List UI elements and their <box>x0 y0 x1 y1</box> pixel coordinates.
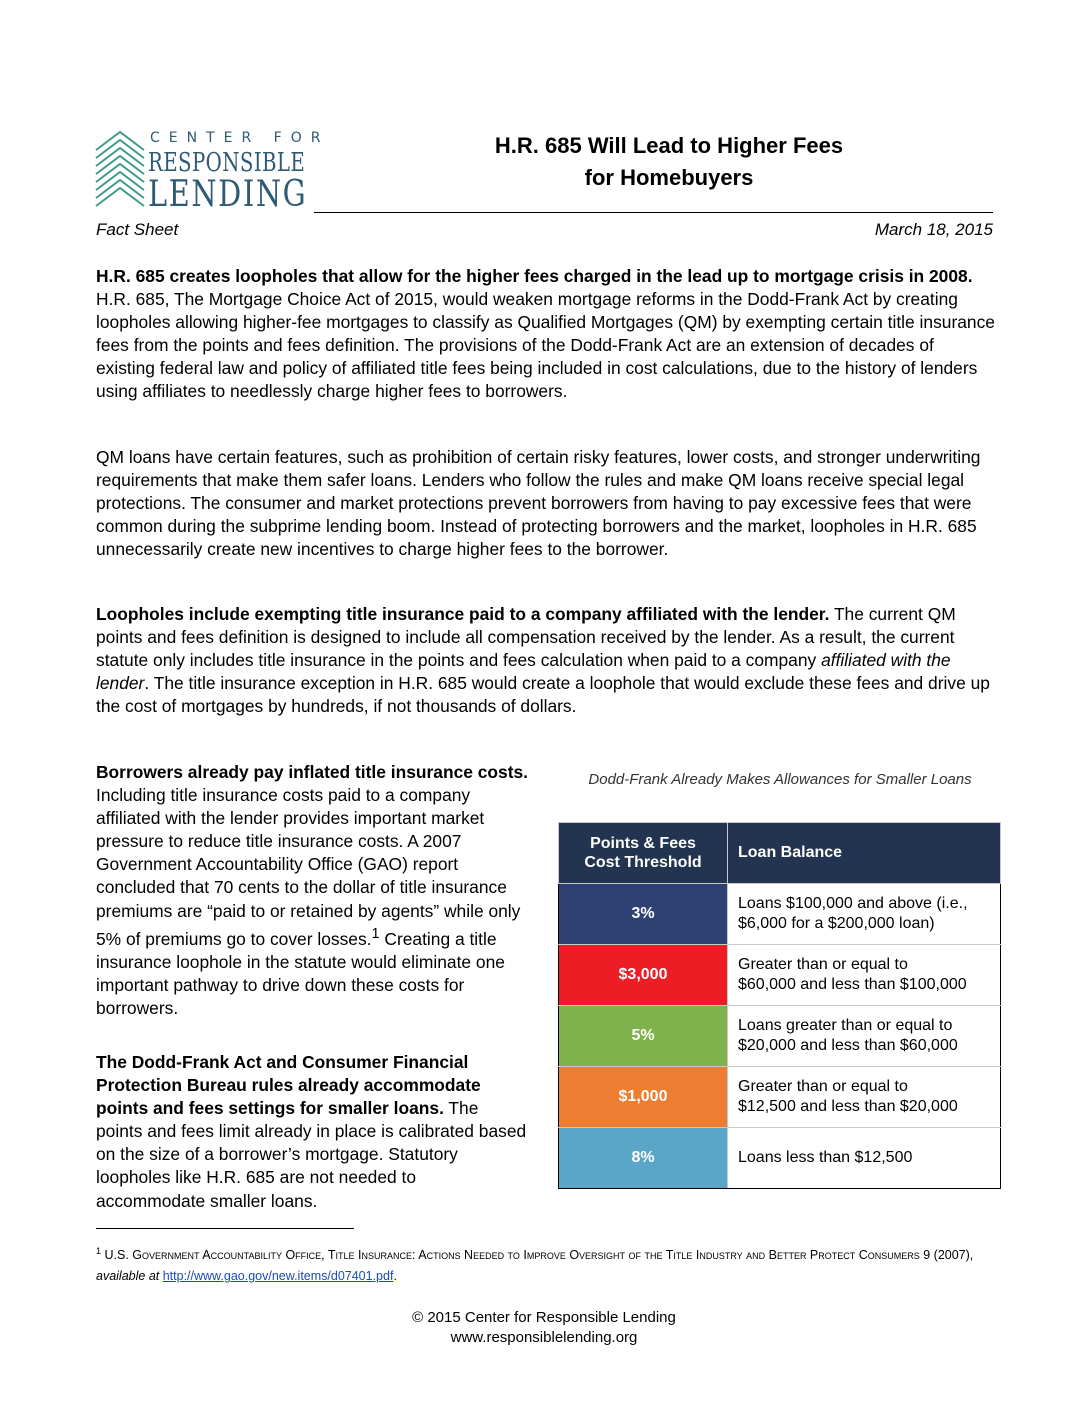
cost-threshold-cell: 5% <box>559 1006 728 1067</box>
footnote-link[interactable]: http://www.gao.gov/new.items/d07401.pdf <box>162 1269 394 1284</box>
paragraph-text: The current QM points and fees definition is designed to include all compensation received by the lender. As a result, the current statute only includes title insurance in the points and fees calculation when paid to a company <box>96 604 956 671</box>
paragraph-lead: Loopholes include exempting title insurance paid to a company affiliated with the lender. <box>96 604 830 624</box>
footer-website[interactable]: www.responsiblelending.org <box>450 1329 638 1346</box>
paragraph-title-insurance-exemption <box>96 603 996 718</box>
cost-threshold-cell: $1,000 <box>559 1067 728 1128</box>
table-body <box>559 884 1001 1189</box>
loan-balance-line-2: $6,000 for a $200,000 loan) <box>738 915 935 932</box>
loan-balance-cell <box>728 945 1001 1006</box>
paragraph-lead: H.R. 685 creates loopholes that allow for the higher fees charged in the lead up to mortgage crisis in 2008. <box>96 266 973 286</box>
organization-logo <box>92 122 330 215</box>
loan-balance-cell <box>728 1067 1001 1128</box>
paragraph-text: H.R. 685, The Mortgage Choice Act of 2015, would weaken mortgage reforms in the Dodd-Frank Act by creating loopholes allowing higher-fee mortgages to classify as Qualified Mortgages (QM) by exempting certain title insurance fees from the points and fees definition. The provisions of the Dodd-Frank Act are an extension of decades of existing federal law and policy of affiliated title fees being included in cost calculations, due to the history of lenders using affiliates to needlessly charge higher fees to borrowers. <box>96 289 995 402</box>
paragraph-lead: Borrowers already pay inflated title insurance costs. <box>96 762 529 782</box>
paragraph-text: Including title insurance costs paid to a company affiliated with the lender provides important market pressure to reduce title insurance costs. A 2007 Government Accountability Office (GAO) report concluded that 70 cents to the dollar of title insurance premiums are “paid to or retained by agents” while only 5% of premiums go to cover losses. <box>96 785 521 949</box>
loan-balance-cell <box>728 1006 1001 1067</box>
cost-threshold-cell: 3% <box>559 884 728 945</box>
page-footer <box>0 1308 1088 1348</box>
paragraph-inflated-costs <box>96 761 528 1020</box>
footnote-reference[interactable]: 1 <box>371 925 380 942</box>
footnote: $^1$ U.S. Government Accountability Office, Title Insurance: Actions Needed to Improve Oversight of the Title Industry and Better Protect Consumers 9 (2007), available at http://www.gao.gov/new.items/d07401.pdf. <box>96 1246 974 1284</box>
paragraph-text: The points and fees limit already in place is calibrated based on the size of a borrower’s mortgage. Statutory loopholes like H.R. 685 are not needed to accommodate smaller loans. <box>96 1098 527 1211</box>
footnote-text: 9 (2007), <box>919 1248 974 1263</box>
loan-balance-line-2: $12,500 and less than $20,000 <box>738 1098 958 1115</box>
loan-balance-line-1: Greater than or equal to <box>738 956 908 973</box>
paragraph-text: QM loans have certain features, such as prohibition of certain risky features, lower costs, and stronger underwriting requirements that make them safer loans. Lenders who follow the rules and make QM loans receive special legal protections. The consumer and market protections prevent borrowers from having to pay excessive fees that were common during the subprime lending boom. Instead of protecting borrowers and the market, loopholes in H.R. 685 unnecessarily create new incentives to charge higher fees to the borrower. <box>96 447 981 560</box>
paragraph-qm-loans <box>96 446 996 561</box>
paragraph-smaller-loans <box>96 1051 528 1213</box>
paragraph-lead: The Dodd-Frank Act and Consumer Financial Protection Bureau rules already accommodate points and fees settings for smaller loans. <box>96 1052 481 1119</box>
paragraph-emphasis: affiliated with the lender <box>96 650 951 694</box>
logo-line-3: LENDING <box>148 174 308 215</box>
paragraph-text: . The title insurance exception in H.R. 685 would create a loophole that would exclude these fees and drive up the cost of mortgages by hundreds, if not thousands of dollars. <box>96 673 990 717</box>
cost-threshold-cell: 8% <box>559 1128 728 1189</box>
house-logo-icon <box>92 128 148 214</box>
table-row <box>559 884 1001 945</box>
document-type: Fact Sheet <box>96 220 179 239</box>
loan-balance-line-1: Loans greater than or equal to <box>738 1017 953 1034</box>
title-line-2: for Homebuyers <box>584 165 754 190</box>
table-caption: Dodd-Frank Already Makes Allowances for Smaller Loans <box>588 771 972 788</box>
loan-balance-line-1: Loans less than $12,500 <box>738 1149 913 1166</box>
loan-balance-line-2: $60,000 and less than $100,000 <box>738 976 967 993</box>
table-row <box>559 1128 1001 1189</box>
document-date: March 18, 2015 <box>874 220 993 239</box>
points-fees-table <box>558 822 1001 1189</box>
table-row <box>559 945 1001 1006</box>
footer-copyright: © 2015 Center for Responsible Lending <box>412 1309 676 1326</box>
loan-balance-cell <box>728 884 1001 945</box>
loan-balance-line-1: Loans $100,000 and above (i.e., <box>738 895 968 912</box>
loan-balance-cell <box>728 1128 1001 1189</box>
paragraph-text: Creating a title insurance loophole in the statute would eliminate one important pathway to drive down these costs for borrowers. <box>96 928 505 1018</box>
footnote-citation: U.S. Government Accountability Office, Title Insurance: Actions Needed to Improve Oversight of the Title Industry and Better Protect Consumers <box>104 1248 920 1263</box>
logo-line-2: RESPONSIBLE <box>148 148 306 178</box>
table-row <box>559 1067 1001 1128</box>
table-row <box>559 1006 1001 1067</box>
footnote-number: 1 <box>96 1246 102 1256</box>
loan-balance-line-1: Greater than or equal to <box>738 1078 908 1095</box>
title-line-1: H.R. 685 Will Lead to Higher Fees <box>494 133 844 158</box>
page-title <box>420 130 918 194</box>
loan-balance-line-2: $20,000 and less than $60,000 <box>738 1037 958 1054</box>
column-header-threshold: Points & Fees Cost Threshold <box>559 823 728 884</box>
table-header-row <box>559 823 1001 884</box>
header-rule <box>314 212 993 213</box>
logo-line-1: CENTER FOR <box>150 130 330 146</box>
paragraph-loopholes <box>96 265 996 404</box>
cost-threshold-cell: $3,000 <box>559 945 728 1006</box>
column-header-loan-balance: Loan Balance <box>728 823 1001 884</box>
footnote-italic: available at <box>96 1269 160 1284</box>
footnote-rule <box>96 1228 354 1229</box>
